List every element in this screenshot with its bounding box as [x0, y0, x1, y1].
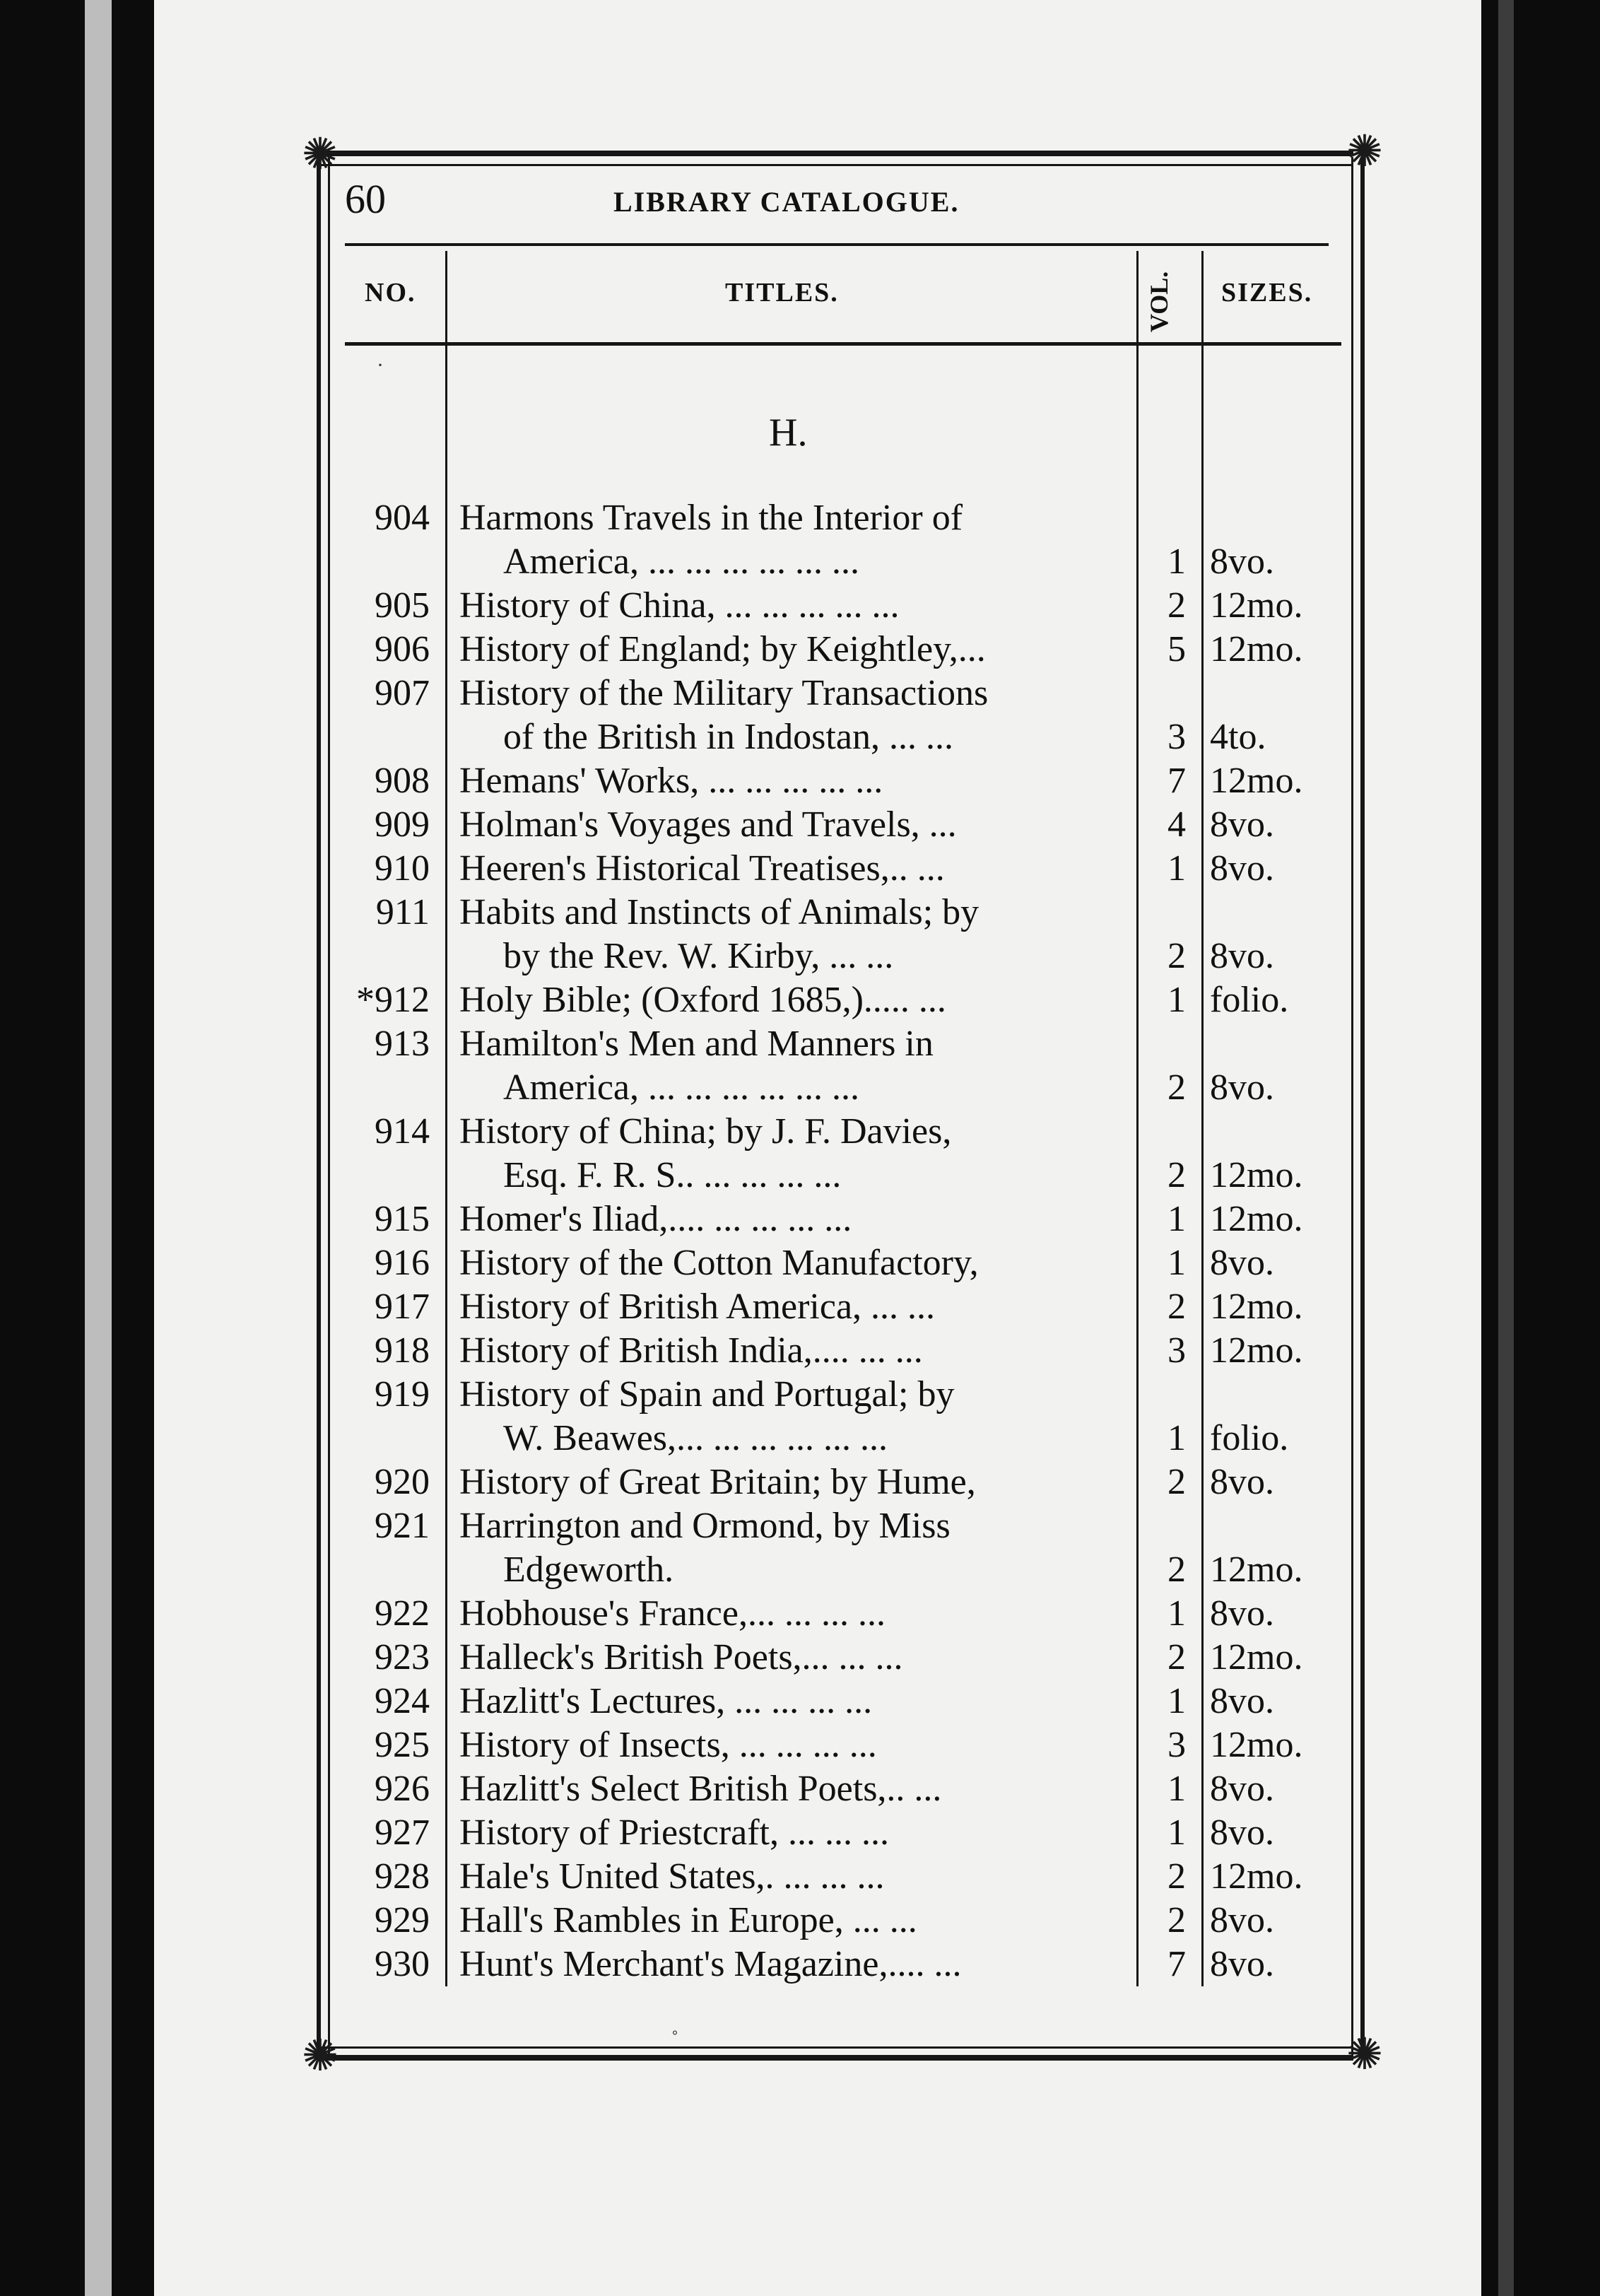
entry-title: History of the Military Transactions	[459, 673, 989, 713]
entry-volumes: 2	[1167, 1287, 1186, 1327]
entry-title-continued: of the British in Indostan, ... ...	[503, 717, 953, 757]
catalogue-entry	[0, 803, 1600, 847]
column-head-no: NO.	[365, 278, 416, 308]
frame-top-rule-thin	[318, 164, 1353, 166]
entry-volumes: 2	[1167, 1155, 1186, 1195]
entry-title: History of British India,.... ... ...	[459, 1330, 923, 1371]
entry-size: 4to.	[1210, 717, 1266, 757]
entry-title: Hemans' Works, ... ... ... ... ...	[459, 761, 883, 801]
entry-volumes: 5	[1167, 629, 1186, 669]
entry-size: 12mo.	[1210, 1637, 1303, 1677]
entry-volumes: 1	[1167, 1243, 1186, 1283]
catalogue-entry	[0, 1329, 1600, 1373]
entry-title: History of China; by J. F. Davies,	[459, 1111, 952, 1152]
catalogue-entry	[0, 584, 1600, 628]
entry-volumes: 3	[1167, 1725, 1186, 1765]
entry-number: 930	[375, 1944, 430, 1984]
catalogue-entry	[0, 759, 1600, 803]
entry-number: 929	[375, 1900, 430, 1940]
entry-number: 911	[375, 892, 430, 932]
entry-number: 925	[375, 1725, 430, 1765]
corner-rosette-icon: ✺	[302, 2032, 339, 2080]
entry-size: 8vo.	[1210, 804, 1274, 845]
entry-volumes: 2	[1167, 1856, 1186, 1897]
entry-title: Habits and Instincts of Animals; by	[459, 892, 980, 932]
catalogue-entry	[0, 1767, 1600, 1811]
frame-bottom-rule	[318, 2055, 1353, 2061]
catalogue-entry	[0, 496, 1600, 584]
entry-number: 908	[375, 761, 430, 801]
catalogue-entry	[0, 1197, 1600, 1241]
entry-size: 8vo.	[1210, 1462, 1274, 1502]
entry-number: 927	[375, 1812, 430, 1853]
catalogue-entry	[0, 1811, 1600, 1855]
entry-title: History of England; by Keightley,...	[459, 629, 986, 669]
entry-title: Holy Bible; (Oxford 1685,)..... ...	[459, 980, 946, 1020]
entry-title: Holman's Voyages and Travels, ...	[459, 804, 957, 845]
catalogue-entry	[0, 1022, 1600, 1110]
entry-title: Harrington and Ormond, by Miss	[459, 1506, 951, 1546]
entry-number: 922	[375, 1593, 430, 1634]
entry-number: 916	[375, 1243, 430, 1283]
entry-number: 906	[375, 629, 430, 669]
entry-title: History of Insects, ... ... ... ...	[459, 1725, 877, 1765]
catalogue-entry	[0, 1636, 1600, 1680]
entry-title: Hobhouse's France,... ... ... ...	[459, 1593, 886, 1634]
entry-title-continued: Esq. F. R. S.. ... ... ... ...	[503, 1155, 842, 1195]
entry-title: History of Great Britain; by Hume,	[459, 1462, 976, 1502]
entry-number: 905	[375, 585, 430, 626]
entry-size: 12mo.	[1210, 1725, 1303, 1765]
entry-title-continued: Edgeworth.	[503, 1550, 674, 1590]
entry-title: Hunt's Merchant's Magazine,.... ...	[459, 1944, 962, 1984]
catalogue-entry	[0, 1285, 1600, 1329]
entry-number: 919	[375, 1374, 430, 1414]
entry-size: 12mo.	[1210, 1199, 1303, 1239]
entry-title: Heeren's Historical Treatises,.. ...	[459, 848, 945, 889]
entry-number: 910	[375, 848, 430, 889]
catalogue-entry	[0, 891, 1600, 978]
column-head-vol: VOL.	[1145, 271, 1173, 332]
entry-volumes: 3	[1167, 1330, 1186, 1371]
entry-volumes: 2	[1167, 1900, 1186, 1940]
entry-volumes: 1	[1167, 1199, 1186, 1239]
column-head-sizes: SIZES.	[1221, 278, 1313, 308]
entry-number: 914	[375, 1111, 430, 1152]
catalogue-entry	[0, 847, 1600, 891]
entry-volumes: 2	[1167, 1462, 1186, 1502]
entry-size: 8vo.	[1210, 1944, 1274, 1984]
entry-volumes: 4	[1167, 804, 1186, 845]
frame-top-rule	[318, 151, 1353, 156]
entry-volumes: 2	[1167, 936, 1186, 976]
corner-rosette-icon: ✺	[1346, 128, 1383, 176]
entry-volumes: 7	[1167, 1944, 1186, 1984]
entry-number: 904	[375, 498, 430, 538]
entry-volumes: 2	[1167, 1067, 1186, 1108]
entry-number: 920	[375, 1462, 430, 1502]
entry-volumes: 1	[1167, 1593, 1186, 1634]
entry-title: Hamilton's Men and Manners in	[459, 1024, 934, 1064]
entry-volumes: 2	[1167, 1637, 1186, 1677]
entry-title: Harmons Travels in the Interior of	[459, 498, 963, 538]
entry-size: 8vo.	[1210, 541, 1274, 582]
entry-title: Halleck's British Poets,... ... ...	[459, 1637, 903, 1677]
corner-rosette-icon: ✺	[1346, 2031, 1383, 2079]
catalogue-entry	[0, 1943, 1600, 1986]
entry-size: 8vo.	[1210, 1067, 1274, 1108]
entry-size: 8vo.	[1210, 1681, 1274, 1721]
page-number: 60	[345, 176, 386, 222]
entry-number: 915	[375, 1199, 430, 1239]
entry-number: 917	[375, 1287, 430, 1327]
entry-size: 12mo.	[1210, 585, 1303, 626]
entry-title: History of British America, ... ...	[459, 1287, 936, 1327]
entry-size: 12mo.	[1210, 1155, 1303, 1195]
entry-volumes: 1	[1167, 1812, 1186, 1853]
entry-size: 8vo.	[1210, 1593, 1274, 1634]
entry-size: 8vo.	[1210, 1812, 1274, 1853]
entry-size: folio.	[1210, 1418, 1289, 1458]
entry-volumes: 1	[1167, 1681, 1186, 1721]
entry-number: 924	[375, 1681, 430, 1721]
catalogue-entry	[0, 1110, 1600, 1197]
entry-number: 921	[375, 1506, 430, 1546]
entry-size: 12mo.	[1210, 1330, 1303, 1371]
entry-title-continued: America, ... ... ... ... ... ...	[503, 1067, 860, 1108]
entry-volumes: 2	[1167, 1550, 1186, 1590]
entry-size: 12mo.	[1210, 629, 1303, 669]
catalogue-entry	[0, 1723, 1600, 1767]
catalogue-entry	[0, 628, 1600, 672]
entry-title-continued: America, ... ... ... ... ... ...	[503, 541, 860, 582]
entry-title: History of Priestcraft, ... ... ...	[459, 1812, 890, 1853]
entry-title: History of China, ... ... ... ... ...	[459, 585, 900, 626]
entry-number: *912	[356, 980, 430, 1020]
entry-size: 8vo.	[1210, 936, 1274, 976]
running-head: LIBRARY CATALOGUE.	[613, 186, 960, 218]
stray-print-mark: ·	[377, 353, 384, 377]
entry-size: folio.	[1210, 980, 1289, 1020]
section-letter: H.	[769, 411, 808, 455]
entry-size: 12mo.	[1210, 1287, 1303, 1327]
catalogue-entry	[0, 1592, 1600, 1636]
entry-number: 928	[375, 1856, 430, 1897]
entry-size: 12mo.	[1210, 1550, 1303, 1590]
table-head-bottom-rule	[345, 342, 1341, 346]
entry-volumes: 7	[1167, 761, 1186, 801]
entry-number: 907	[375, 673, 430, 713]
entry-title: History of Spain and Portugal; by	[459, 1374, 955, 1414]
entry-title-continued: W. Beawes,... ... ... ... ... ...	[503, 1418, 888, 1458]
entry-size: 8vo.	[1210, 1769, 1274, 1809]
entry-title: Hall's Rambles in Europe, ... ...	[459, 1900, 917, 1940]
catalogue-entry	[0, 1680, 1600, 1723]
entry-title: Homer's Iliad,.... ... ... ... ...	[459, 1199, 852, 1239]
entry-volumes: 1	[1167, 980, 1186, 1020]
entry-size: 12mo.	[1210, 1856, 1303, 1897]
stray-print-mark: ˚	[671, 2027, 678, 2051]
entry-size: 12mo.	[1210, 761, 1303, 801]
entry-number: 913	[375, 1024, 430, 1064]
entry-title: Hale's United States,. ... ... ...	[459, 1856, 885, 1897]
entry-number: 923	[375, 1637, 430, 1677]
catalogue-entry	[0, 1241, 1600, 1285]
catalogue-entry	[0, 1899, 1600, 1943]
entry-number: 909	[375, 804, 430, 845]
entry-title: History of the Cotton Manufactory,	[459, 1243, 979, 1283]
corner-rosette-icon: ✺	[302, 131, 339, 179]
catalogue-entry	[0, 672, 1600, 759]
column-head-titles: TITLES.	[725, 278, 839, 308]
entry-number: 926	[375, 1769, 430, 1809]
entry-volumes: 1	[1167, 1769, 1186, 1809]
entry-title: Hazlitt's Lectures, ... ... ... ...	[459, 1681, 873, 1721]
entry-volumes: 1	[1167, 541, 1186, 582]
entry-size: 8vo.	[1210, 1243, 1274, 1283]
entry-number: 918	[375, 1330, 430, 1371]
entry-volumes: 2	[1167, 585, 1186, 626]
entry-volumes: 1	[1167, 848, 1186, 889]
table-head-top-rule	[345, 243, 1329, 246]
catalogue-entry	[0, 1504, 1600, 1592]
frame-bottom-rule-thin	[318, 2046, 1353, 2049]
entry-title-continued: by the Rev. W. Kirby, ... ...	[503, 936, 894, 976]
entry-size: 8vo.	[1210, 848, 1274, 889]
catalogue-entry	[0, 1373, 1600, 1460]
entry-volumes: 3	[1167, 717, 1186, 757]
catalogue-entry	[0, 1460, 1600, 1504]
entry-size: 8vo.	[1210, 1900, 1274, 1940]
catalogue-entry	[0, 1855, 1600, 1899]
catalogue-entry	[0, 978, 1600, 1022]
entry-title: Hazlitt's Select British Poets,.. ...	[459, 1769, 942, 1809]
entry-volumes: 1	[1167, 1418, 1186, 1458]
